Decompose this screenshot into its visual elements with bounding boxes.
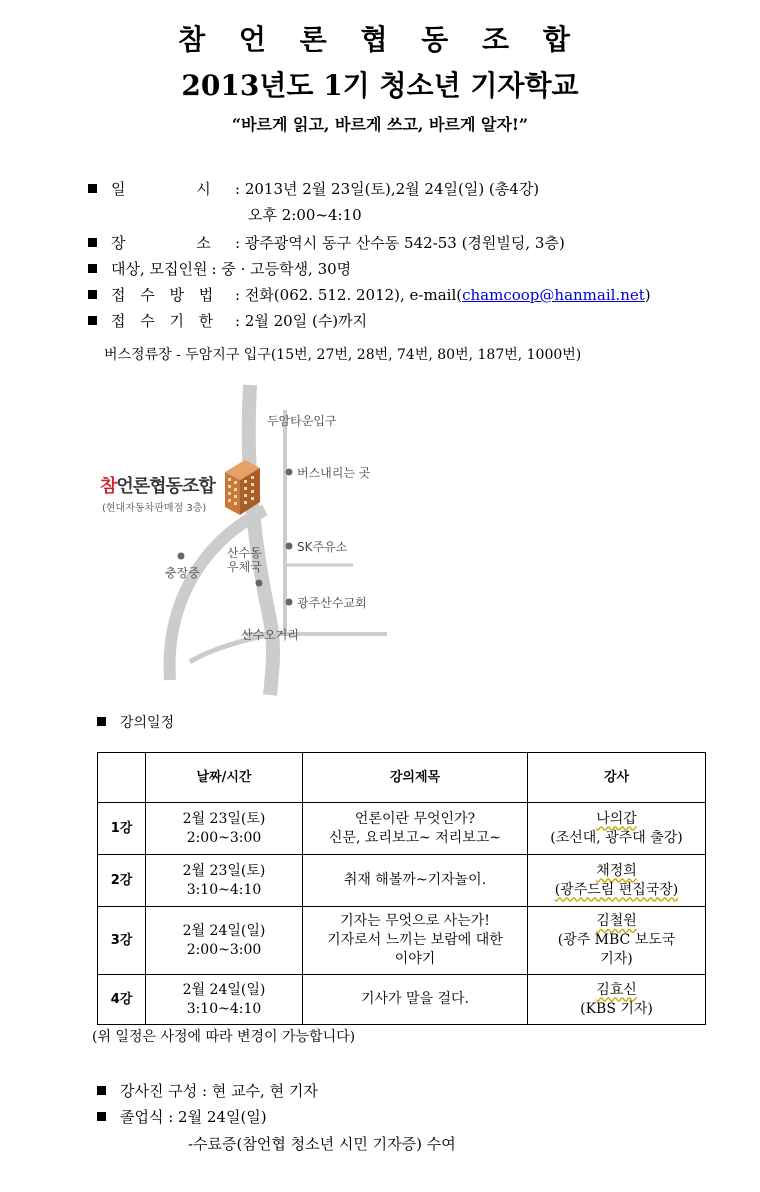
location-map xyxy=(95,380,415,700)
instructor-affiliation: (KBS 기자) xyxy=(580,1000,653,1017)
event-title: 2013년도 1기 청소년 기자학교 xyxy=(181,69,579,102)
bullet-icon xyxy=(88,290,97,299)
instructor-cell xyxy=(528,855,706,907)
target-label: 대상, 모집인원 xyxy=(111,260,208,278)
target-value: : 중 · 고등학생, 30명 xyxy=(211,260,352,278)
bullet-icon xyxy=(88,316,97,325)
date-text: 2월 24일(일) xyxy=(182,922,266,939)
session-cell: 3강 xyxy=(98,907,146,975)
date-cell xyxy=(146,803,303,855)
session-cell: 4강 xyxy=(98,975,146,1025)
time-text: 2:00~3:00 xyxy=(186,941,262,958)
info-apply xyxy=(88,284,651,305)
time-text: 2:00~3:00 xyxy=(186,829,262,846)
date-value: : 2013년 2월 23일(토),2월 24일(일) (총4강) xyxy=(235,180,540,198)
map-org-highlight: 참 xyxy=(100,476,117,497)
instructor-cell xyxy=(528,803,706,855)
session-cell: 2강 xyxy=(98,855,146,907)
instructor-affiliation: 기자) xyxy=(600,951,633,967)
map-label-school: 충장중 xyxy=(165,566,200,580)
map-label-junction: 산수오거리 xyxy=(241,628,299,642)
instructor-name: 김철원 xyxy=(596,913,637,929)
apply-email-link[interactable]: chamcoop@hanmail.net xyxy=(462,286,645,304)
instructor-name: 채정희 xyxy=(596,862,637,879)
info-target xyxy=(88,258,351,279)
header-cell xyxy=(98,753,146,803)
org-title: 참 언 론 협 동 조 합 xyxy=(178,23,582,56)
instructor-cell xyxy=(528,907,706,975)
session-cell: 1강 xyxy=(98,803,146,855)
main-road xyxy=(249,385,273,695)
instructor-name: 김효신 xyxy=(596,981,637,998)
instructor-affiliation: (조선대, 광주대 출강) xyxy=(550,829,683,846)
map-roads xyxy=(95,380,415,700)
map-label-duam: 두암타운입구 xyxy=(267,414,337,428)
time-text: 3:10~4:10 xyxy=(186,1000,262,1017)
title-text: 언론이란 무엇인가? xyxy=(354,810,476,827)
post-office-dot xyxy=(256,580,263,587)
info-place xyxy=(88,232,565,253)
date-label: 일 시 xyxy=(111,180,211,198)
date-text: 2월 23일(토) xyxy=(182,810,266,827)
title-text: 기자로서 느끼는 보람에 대한 xyxy=(327,932,503,948)
map-label-church: 광주산수교회 xyxy=(297,596,367,610)
map-org-sub: (현대자동차판매점 3층) xyxy=(102,503,207,514)
apply-value-suffix: ) xyxy=(644,286,651,304)
schedule-title: 강의일정 xyxy=(120,715,175,731)
title-text: 기사가 말을 걸다. xyxy=(360,991,470,1007)
bullet-icon xyxy=(97,717,106,726)
sk-dot xyxy=(286,543,293,550)
instructor-cell xyxy=(528,975,706,1025)
map-org-rest: 언론협동조합 xyxy=(116,476,215,497)
time-text: 3:10~4:10 xyxy=(186,881,262,898)
church-dot xyxy=(286,599,293,606)
title-text: 신문, 요리보고~ 저리보고~ xyxy=(328,829,502,846)
title-text: 이야기 xyxy=(394,951,436,967)
apply-value-prefix: : 전화(062. 512. 2012), e-mail( xyxy=(235,286,463,304)
map-label-sk: SK주유소 xyxy=(297,540,348,554)
instructor-affiliation: (광주 MBC 보도국 xyxy=(557,932,676,948)
table-row xyxy=(98,855,706,907)
bullet-icon xyxy=(97,1112,106,1121)
school-dot xyxy=(178,553,185,560)
bullet-icon xyxy=(88,238,97,247)
date-cell xyxy=(146,975,303,1025)
schedule-section xyxy=(97,712,174,732)
title-cell xyxy=(303,803,528,855)
schedule-table xyxy=(97,752,706,1025)
header-cell: 강의제목 xyxy=(303,753,528,803)
bus-info: 버스정류장 - 두암지구 입구(15번, 27번, 28번, 74번, 80번, 187번, 1000번) xyxy=(104,347,582,363)
place-value: : 광주광역시 동구 산수동 542-53 (경원빌딩, 3층) xyxy=(235,234,565,252)
map-label-post1: 산수동 xyxy=(227,546,262,560)
bullet-icon xyxy=(88,264,97,273)
map-label-post2: 우체국 xyxy=(227,560,262,574)
deadline-label: 접 수 기 한 xyxy=(111,312,214,330)
title-cell xyxy=(303,855,528,907)
title-text: 기자는 무엇으로 사는가! xyxy=(340,913,490,929)
bullet-icon xyxy=(97,1086,106,1095)
footer-graduation xyxy=(97,1106,267,1127)
title-cell xyxy=(303,975,528,1025)
header-cell: 강사 xyxy=(528,753,706,803)
date-text: 2월 23일(토) xyxy=(182,862,266,879)
map-org-name xyxy=(100,472,215,498)
info-deadline xyxy=(88,310,367,331)
staff-text: 강사진 구성 : 현 교수, 현 기자 xyxy=(120,1082,318,1100)
graduation-text: 졸업식 : 2월 24일(일) xyxy=(120,1108,267,1126)
bullet-icon xyxy=(88,184,97,193)
date-text: 2월 24일(일) xyxy=(182,981,266,998)
table-header-row xyxy=(98,753,706,803)
table-row xyxy=(98,803,706,855)
map-label-bus-stop: 버스내리는 곳 xyxy=(297,466,371,480)
date-cell xyxy=(146,907,303,975)
apply-label: 접 수 방 법 xyxy=(111,286,214,304)
place-label: 장 소 xyxy=(111,234,211,252)
title-cell xyxy=(303,907,528,975)
instructor-affiliation: (광주드림 편집국장) xyxy=(554,881,679,898)
bus-stop-dot xyxy=(286,469,293,476)
header-cell: 날짜/시간 xyxy=(146,753,303,803)
info-date xyxy=(88,178,539,199)
time-value: 오후 2:00~4:10 xyxy=(248,206,362,224)
deadline-value: : 2월 20일 (수)까지 xyxy=(235,312,368,330)
table-row xyxy=(98,907,706,975)
instructor-name: 나의갑 xyxy=(596,810,637,827)
schedule-note: (위 일정은 사정에 따라 변경이 가능합니다) xyxy=(92,1029,356,1045)
title-text: 취재 해볼까~기자놀이. xyxy=(343,872,487,888)
slogan: “바르게 읽고, 바르게 쓰고, 바르게 알자!” xyxy=(231,115,529,134)
table-row xyxy=(98,975,706,1025)
date-cell xyxy=(146,855,303,907)
footer-staff xyxy=(97,1080,318,1101)
footer-certificate: -수료증(참언협 청소년 시민 기자증) 수여 xyxy=(188,1135,456,1153)
